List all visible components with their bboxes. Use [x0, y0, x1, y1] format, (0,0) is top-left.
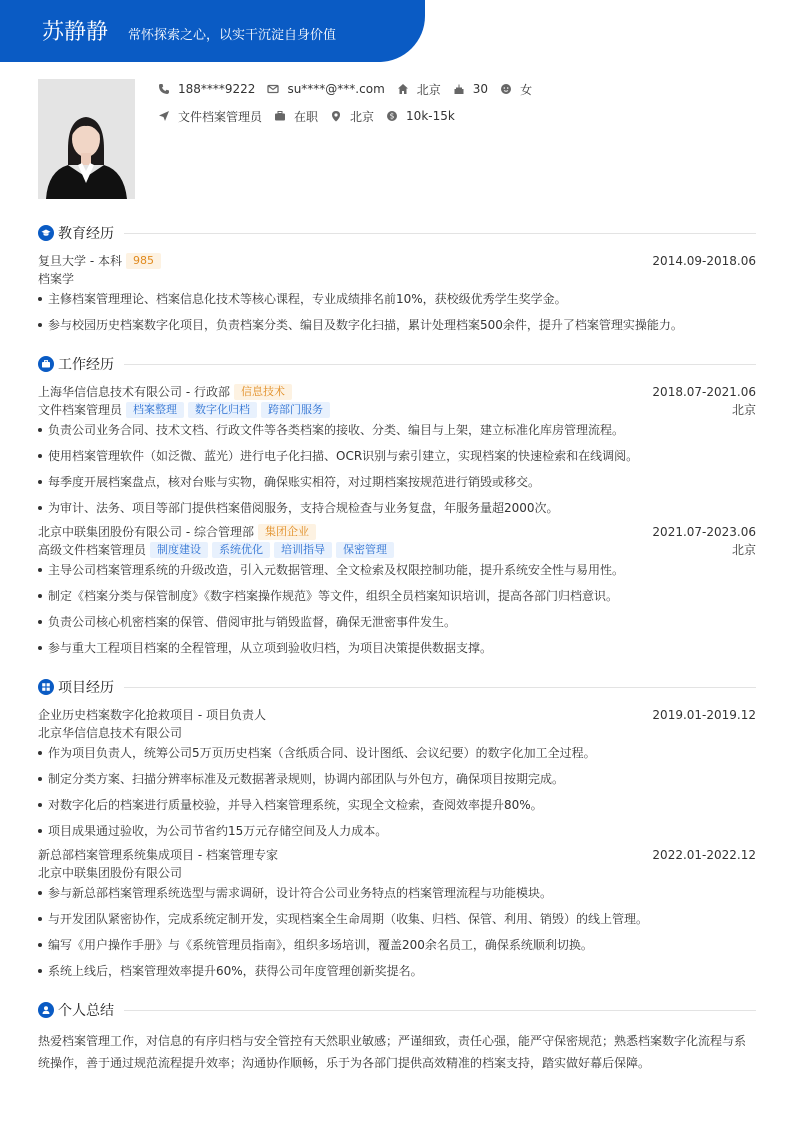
project-date: 2022.01-2022.12 — [652, 848, 756, 862]
skill-tag: 系统优化 — [212, 542, 270, 558]
user-icon — [38, 1002, 54, 1018]
section-divider — [124, 687, 756, 688]
home-icon — [397, 83, 409, 95]
project-bullet: 对数字化后的档案进行质量校验，并导入档案管理系统，实现全文检索，查阅效率提升80%。 — [38, 796, 756, 814]
work-company-line — [38, 523, 756, 541]
industry-tag: 集团企业 — [258, 524, 316, 540]
work-city: 北京 — [731, 403, 756, 417]
work-bullet: 负责公司核心机密档案的保管、借阅审批与销毁监督，确保无泄密事件发生。 — [38, 613, 756, 631]
section-divider — [124, 1010, 756, 1011]
gender-info — [500, 81, 532, 98]
work-role-line — [38, 401, 756, 419]
city-info — [397, 81, 441, 98]
briefcase-icon — [38, 356, 54, 372]
target-city-text: 北京 — [350, 109, 375, 124]
project-bullet: 制定分类方案、扫描分辨率标准及元数据著录规则，协调内部团队与外包方，确保项目按期完成。 — [38, 770, 756, 788]
target-city-info — [330, 108, 374, 125]
section-label: 个人总结 — [58, 1003, 114, 1019]
company-name: 北京中联集团股份有限公司 - 综合管理部 — [38, 525, 254, 539]
project-bullet: 与开发团队紧密协作，完成系统定制开发，实现档案全生命周期（收集、归档、保管、利用、销毁）的线上管理。 — [38, 910, 756, 928]
graduation-cap-icon — [38, 225, 54, 241]
work-city: 北京 — [731, 543, 756, 557]
location-pin-icon — [330, 110, 342, 122]
phone-text: 188****9222 — [178, 82, 256, 96]
salary-text: 10k-15k — [406, 109, 455, 123]
mail-icon — [267, 83, 279, 95]
work-section-title — [38, 354, 756, 374]
candidate-name: 苏静静 — [42, 20, 109, 45]
education-bullet: 主修档案管理理论、档案信息化技术等核心课程，专业成绩排名前10%，获校级优秀学生奖学金。 — [38, 290, 756, 308]
face-icon — [500, 83, 512, 95]
status-info — [274, 108, 318, 125]
role-title: 高级文件档案管理员 — [38, 543, 147, 557]
status-text: 在职 — [294, 109, 319, 124]
education-section-title — [38, 223, 756, 243]
project-bullet: 项目成果通过验收，为公司节省约15万元存储空间及人力成本。 — [38, 822, 756, 840]
position-text: 文件档案管理员 — [178, 109, 263, 124]
skill-tag: 保密管理 — [336, 542, 394, 558]
work-bullet: 制定《档案分类与保管制度》《数字档案操作规范》等文件，组织全员档案知识培训，提高各部门归档意识。 — [38, 587, 756, 605]
skill-tag: 培训指导 — [274, 542, 332, 558]
cake-icon — [453, 83, 465, 95]
section-label: 教育经历 — [58, 226, 114, 242]
education-major: 档案学 — [38, 272, 75, 286]
section-divider — [124, 364, 756, 365]
work-bullet: 参与重大工程项目档案的全程管理，从立项到验收归档，为项目决策提供数据支撑。 — [38, 639, 756, 657]
contact-row — [158, 80, 544, 98]
email-text: su****@***.com — [287, 82, 385, 96]
avatar-photo — [38, 79, 135, 199]
work-date: 2021.07-2023.06 — [652, 525, 756, 539]
project-title: 新总部档案管理系统集成项目 - 档案管理专家 — [38, 848, 278, 862]
salary-info — [386, 109, 455, 123]
position-info — [158, 108, 262, 125]
work-bullet: 为审计、法务、项目等部门提供档案借阅服务，支持合规检查与业务复盘，年服务量超2000次。 — [38, 499, 756, 517]
work-bullet: 每季度开展档案盘点，核对台账与实物，确保账实相符，对过期档案按规范进行销毁或移交。 — [38, 473, 756, 491]
education-school-line — [38, 252, 756, 270]
age-info — [453, 82, 488, 96]
gender-text: 女 — [520, 82, 533, 97]
skill-tag: 档案整理 — [126, 402, 184, 418]
project-date: 2019.01-2019.12 — [652, 708, 756, 722]
section-divider — [124, 233, 756, 234]
section-label: 工作经历 — [58, 357, 114, 373]
money-icon — [386, 110, 398, 122]
skill-tag: 制度建设 — [150, 542, 208, 558]
summary-section-title — [38, 1000, 756, 1020]
school-name: 复旦大学 - 本科 — [38, 254, 122, 268]
industry-tag: 信息技术 — [234, 384, 292, 400]
education-date: 2014.09-2018.06 — [652, 254, 756, 268]
briefcase-icon — [274, 110, 286, 122]
skill-tag: 跨部门服务 — [261, 402, 330, 418]
phone-icon — [158, 83, 170, 95]
work-bullet: 使用档案管理软件（如泛微、蓝光）进行电子化扫描、OCR识别与索引建立，实现档案的快速检索和在线调阅。 — [38, 447, 756, 465]
city-text: 北京 — [416, 82, 441, 97]
project-section-title — [38, 677, 756, 697]
project-company: 北京华信信息技术有限公司 — [38, 726, 183, 740]
project-bullet: 系统上线后，档案管理效率提升60%，获得公司年度管理创新奖提名。 — [38, 962, 756, 980]
project-company: 北京中联集团股份有限公司 — [38, 866, 183, 880]
role-title: 文件档案管理员 — [38, 403, 123, 417]
header-motto: 常怀探索之心，以实干沉淀自身价值 — [128, 28, 337, 43]
phone-info — [158, 82, 255, 96]
work-bullet: 主导公司档案管理系统的升级改造，引入元数据管理、全文检索及权限控制功能，提升系统安全性与易用性。 — [38, 561, 756, 579]
project-bullet: 编写《用户操作手册》与《系统管理员指南》，组织多场培训，覆盖200余名员工，确保系统顺利切换。 — [38, 936, 756, 954]
work-role-line — [38, 541, 756, 559]
grid-icon — [38, 679, 54, 695]
skill-tag: 数字化归档 — [188, 402, 257, 418]
project-title: 企业历史档案数字化抢救项目 - 项目负责人 — [38, 708, 266, 722]
summary-text: 热爱档案管理工作，对信息的有序归档与安全管控有天然职业敏感；严谨细致，责任心强，能严守保密规范；熟悉档案数字化流程与系统操作，善于通过规范流程提升效率；沟通协作顺畅，乐于为各部门提供高效精准的档案支持，踏实做好幕后保障。 — [38, 1034, 747, 1070]
work-date: 2018.07-2021.06 — [652, 385, 756, 399]
school-tag: 985 — [126, 253, 161, 269]
email-info — [267, 82, 384, 96]
education-bullet: 参与校园历史档案数字化项目，负责档案分类、编目及数字化扫描，累计处理档案500余件，提升了档案管理实操能力。 — [38, 316, 756, 334]
company-name: 上海华信信息技术有限公司 - 行政部 — [38, 385, 230, 399]
work-company-line — [38, 383, 756, 401]
section-label: 项目经历 — [58, 680, 114, 696]
work-bullet: 负责公司业务合同、技术文档、行政文件等各类档案的接收、分类、编目与上架，建立标准化库房管理流程。 — [38, 421, 756, 439]
age-text: 30 — [472, 82, 489, 96]
project-bullet: 参与新总部档案管理系统选型与需求调研，设计符合公司业务特点的档案管理流程与功能模块。 — [38, 884, 756, 902]
svg-text:$: $ — [389, 111, 395, 121]
project-bullet: 作为项目负责人，统筹公司5万页历史档案（含纸质合同、设计图纸、会议纪要）的数字化加工全过程。 — [38, 744, 756, 762]
send-icon — [158, 110, 170, 122]
intent-row — [158, 107, 467, 125]
